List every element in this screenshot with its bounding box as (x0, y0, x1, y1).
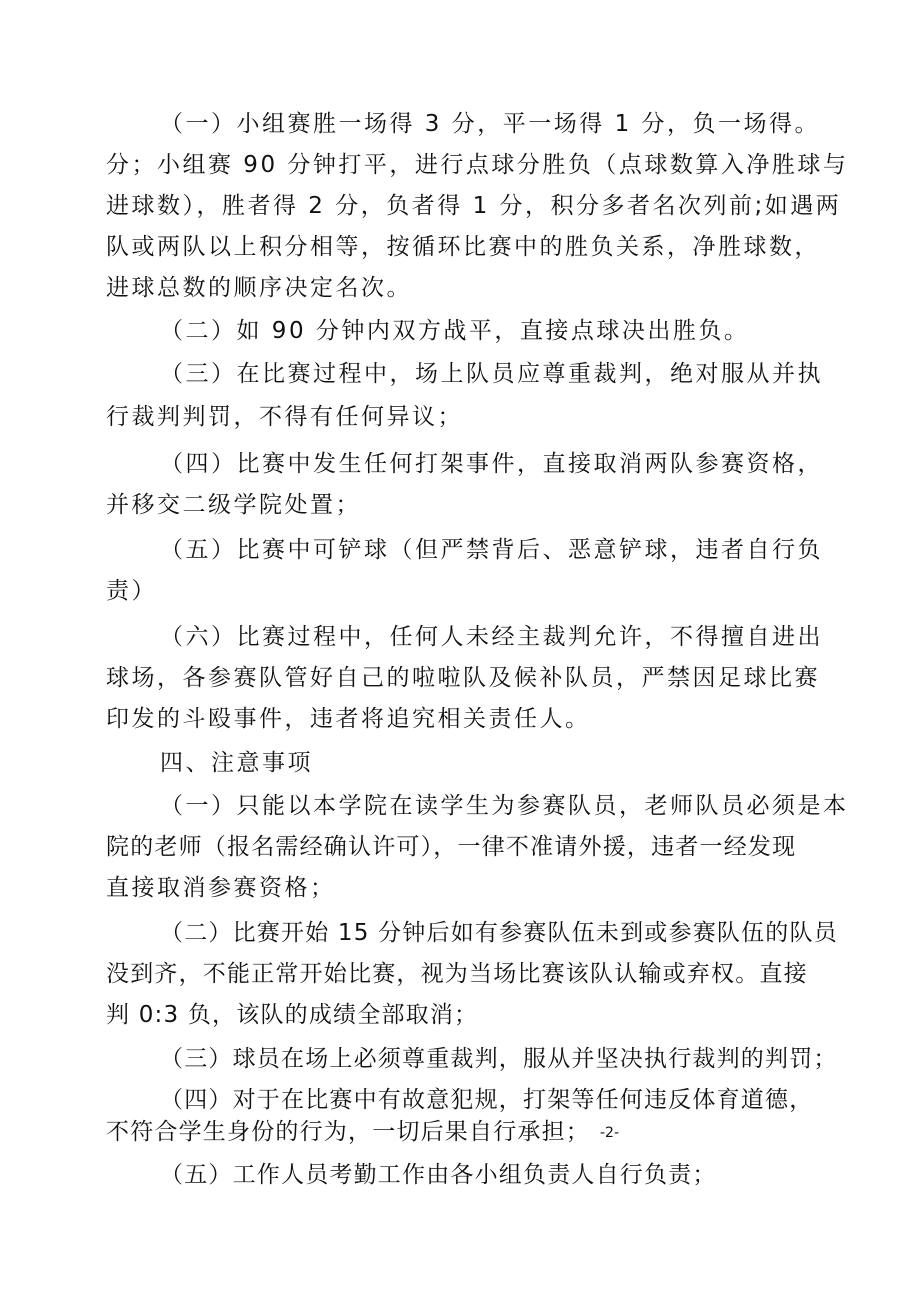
text-line: 责） (106, 578, 157, 604)
text-line: （二）比赛开始 15 分钟后如有参赛队伍未到或参赛队伍的队员 (160, 920, 838, 946)
text-line: 进球总数的顺序决定名次。 (106, 275, 412, 301)
page-number: -2- (600, 1125, 620, 1141)
text-line: 分；小组赛 90 分钟打平，进行点球分胜负（点球数算入净胜球与 (106, 152, 849, 178)
text-line-content: 不符合学生身份的行为，一切后果自行承担； (106, 1119, 590, 1145)
text-line: 没到齐，不能正常开始比赛，视为当场比赛该队认输或弃权。直接 (106, 961, 808, 987)
text-line: 球场，各参赛队管好自己的啦啦队及候补队员，严禁因足球比赛 (106, 665, 820, 691)
text-line: （一）小组赛胜一场得 3 分，平一场得 1 分，负一场得。 (160, 111, 821, 137)
text-line: （一）只能以本学院在读学生为参赛队员，老师队员必须是本 (160, 793, 849, 819)
text-line: 进球数），胜者得 2 分，负者得 1 分，积分多者名次列前;如遇两 (106, 193, 842, 219)
text-line (106, 1117, 619, 1148)
text-line: （五）比赛中可铲球（但严禁背后、恶意铲球，违者自行负 (160, 537, 823, 563)
text-line: （四）对于在比赛中有故意犯规，打架等任何违反体育道德， (160, 1087, 814, 1113)
text-line: （二）如 90 分钟内双方战平，直接点球决出胜负。 (160, 318, 750, 344)
text-line: 直接取消参赛资格； (106, 875, 336, 901)
text-line: （三）在比赛过程中，场上队员应尊重裁判，绝对服从并执 (160, 361, 823, 387)
text-line: （四）比赛中发生任何打架事件，直接取消两队参赛资格， (160, 451, 823, 477)
text-line: （五）工作人员考勤工作由各小组负责人自行负责； (160, 1162, 717, 1188)
text-line: 印发的斗殴事件，违者将追究相关责任人。 (106, 706, 591, 732)
text-line: （六）比赛过程中，任何人未经主裁判允许，不得擅自进出 (160, 624, 823, 650)
text-line: 判 0:3 负，该队的成绩全部取消； (106, 1002, 479, 1028)
text-line: （三）球员在场上必须尊重裁判，服从并坚决执行裁判的判罚； (160, 1046, 838, 1072)
text-line: 队或两队以上积分相等，按循环比赛中的胜负关系，净胜球数， (106, 234, 820, 260)
text-line: 院的老师（报名需经确认许可），一律不准请外援，违者一经发现 (106, 834, 797, 860)
text-line: 并移交二级学院处置； (106, 492, 361, 518)
section-heading: 四、注意事项 (160, 750, 313, 776)
text-line: 行裁判判罚，不得有任何异议； (106, 404, 463, 430)
